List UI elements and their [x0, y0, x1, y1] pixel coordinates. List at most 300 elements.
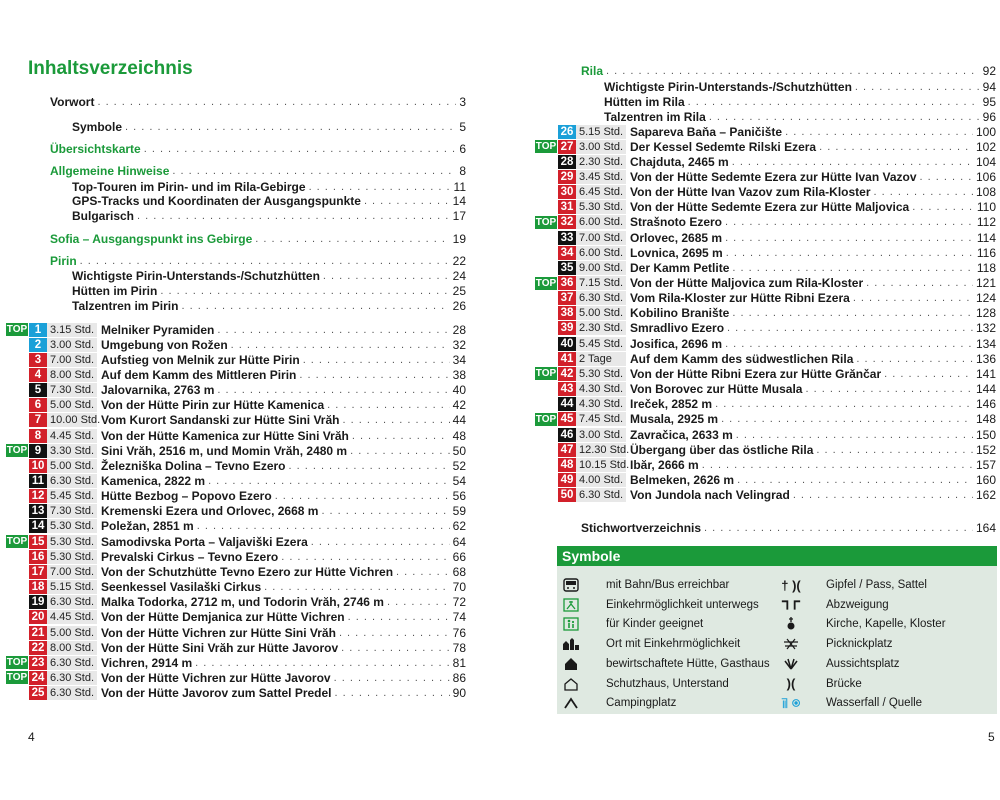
tour-row-8[interactable]	[6, 428, 466, 443]
tour-row-38[interactable]	[535, 306, 996, 321]
tour-title: Aufstieg von Melnik zur Hütte Pirin	[101, 352, 300, 367]
tour-row-46[interactable]	[535, 427, 996, 442]
symbol-item	[560, 676, 729, 692]
toc-entry[interactable]	[604, 94, 996, 109]
tour-title: Von der Hütte Ribni Ezera zur Hütte Grănčar	[630, 366, 882, 381]
tour-number: 33	[558, 231, 576, 245]
tour-title: Von der Hütte Maljovica zum Rila-Kloster	[630, 276, 864, 290]
tour-title: Von der Hütte Demjanica zur Hütte Vichren	[101, 610, 345, 625]
tour-duration: 6.30 Std.	[47, 686, 97, 700]
tour-leader	[217, 324, 449, 336]
toc-page: 95	[982, 94, 996, 109]
tour-title: Vichren, 2914 m	[101, 655, 193, 670]
tour-page: 144	[975, 382, 996, 397]
tour-leader	[334, 672, 450, 684]
toc-entry[interactable]	[72, 119, 466, 134]
tour-row-30[interactable]	[535, 185, 996, 200]
toc-page: 19	[452, 231, 466, 246]
tour-title: Kobilino Branište	[630, 306, 730, 321]
tour-row-32[interactable]	[535, 215, 996, 230]
tour-row-34[interactable]	[535, 245, 996, 260]
tour-page: 141	[975, 366, 996, 381]
tour-row-13[interactable]	[6, 504, 466, 519]
tour-row-3[interactable]	[6, 352, 466, 367]
tour-title: Von der Hütte Sini Vrăh zur Hütte Javorov	[101, 640, 339, 655]
tour-duration: 5.00 Std.	[47, 459, 97, 473]
tour-title: Malka Todorka, 2712 m, und Todorin Vrăh, 2746 m	[101, 595, 384, 610]
tour-number: 20	[29, 610, 47, 624]
toc-entry[interactable]	[50, 253, 466, 268]
picnic-icon	[780, 638, 802, 650]
top-tour-badge: TOP	[6, 536, 28, 548]
tour-page: 108	[975, 185, 996, 200]
tour-duration: 5.45 Std.	[47, 489, 97, 503]
tour-leader	[721, 413, 973, 425]
tour-page: 128	[975, 306, 996, 321]
tour-duration: 4.00 Std.	[576, 473, 626, 487]
tour-leader	[327, 399, 449, 411]
tour-number: 5	[29, 383, 47, 397]
tour-duration: 7.15 Std.	[576, 276, 626, 290]
tour-number: 28	[558, 155, 576, 169]
tour-number: 11	[29, 474, 47, 488]
tour-row-15[interactable]	[6, 534, 466, 549]
toc-entry[interactable]	[50, 141, 466, 156]
toc-label: Pirin	[50, 253, 77, 268]
tour-number: 2	[29, 338, 47, 352]
symbol-item	[560, 695, 676, 711]
symbol-item	[560, 577, 729, 593]
tour-number: 18	[29, 580, 47, 594]
tour-title: Von der Schutzhütte Tevno Ezero zur Hütte Vichren	[101, 564, 394, 579]
tour-page: 118	[976, 260, 996, 275]
tour-page: 102	[975, 139, 996, 154]
toc-entry[interactable]	[72, 268, 466, 283]
toc-entry[interactable]	[50, 231, 466, 246]
tour-title: Umgebung von Rožen	[101, 337, 228, 352]
summit-icon: † )(	[781, 577, 801, 593]
tour-duration: 10.15 Std.	[576, 458, 626, 472]
toc-page: 94	[982, 79, 996, 94]
tour-number: 15	[29, 535, 47, 549]
tour-number: 29	[558, 170, 576, 184]
tour-page: 38	[452, 367, 466, 382]
tour-duration: 2 Tage	[576, 352, 626, 366]
tour-page: 81	[452, 655, 466, 670]
tour-duration: 6.30 Std.	[576, 291, 626, 305]
tour-leader	[208, 475, 450, 487]
tour-leader	[725, 232, 974, 244]
tour-row-22[interactable]	[6, 640, 466, 655]
tour-number: 16	[29, 550, 47, 564]
tour-row-20[interactable]	[6, 610, 466, 625]
tour-row-40[interactable]	[535, 336, 996, 351]
tour-page: 104	[975, 154, 996, 169]
tour-row-26[interactable]	[535, 124, 996, 139]
tour-row-21[interactable]	[6, 625, 466, 640]
tour-number: 43	[558, 382, 576, 396]
tour-duration: 7.00 Std.	[47, 353, 97, 367]
tour-page: 70	[452, 580, 466, 595]
tour-row-23[interactable]	[6, 655, 466, 670]
tour-title: Von der Hütte Kamenica zur Hütte Sini Vrăh	[101, 428, 349, 443]
toc-entry[interactable]	[72, 193, 466, 208]
tour-page: 157	[975, 457, 996, 472]
tour-title: Vom Rila-Kloster zur Hütte Ribni Ezera	[630, 291, 850, 306]
toc-leader	[125, 121, 456, 133]
tour-title: Poležan, 2851 m	[101, 519, 194, 534]
tour-duration: 6.30 Std.	[576, 488, 626, 502]
tour-leader	[856, 353, 973, 365]
symbol-text: Aussichtsplatz	[826, 657, 900, 670]
tour-page: 52	[452, 458, 466, 473]
symbol-text: Schutzhaus, Unterstand	[606, 677, 729, 690]
tour-row-16[interactable]	[6, 549, 466, 564]
tour-leader	[339, 627, 450, 639]
tour-leader	[342, 414, 449, 426]
tour-number: 12	[29, 489, 47, 503]
tour-number: 4	[29, 368, 47, 382]
toc-entry[interactable]	[72, 283, 466, 298]
tour-page: 59	[452, 504, 466, 519]
tour-title: Von der Hütte Vichren zur Hütte Javorov	[101, 670, 331, 685]
page-number-left: 4	[28, 730, 35, 744]
tour-title: Auf dem Kamm des Mittleren Pirin	[101, 367, 297, 382]
tour-duration: 5.00 Std.	[576, 306, 626, 320]
tour-page: 64	[452, 534, 466, 549]
toc-entry[interactable]	[72, 179, 466, 194]
toc-label: Übersichtskarte	[50, 141, 141, 156]
tour-row-6[interactable]	[6, 398, 466, 413]
tour-leader	[341, 642, 449, 654]
children-icon	[560, 617, 582, 631]
tour-leader	[715, 398, 973, 410]
tour-page: 100	[975, 124, 996, 139]
toc-entry[interactable]	[50, 94, 466, 109]
top-tour-badge: TOP	[535, 141, 557, 153]
tour-title: Ibăr, 2666 m	[630, 457, 699, 472]
tour-number: 36	[558, 276, 576, 290]
tour-number: 37	[558, 291, 576, 305]
symbol-text: mit Bahn/Bus erreichbar	[606, 579, 730, 591]
tour-page: 146	[975, 397, 996, 412]
tour-page: 121	[975, 276, 996, 290]
tour-page: 136	[975, 351, 996, 366]
index-page: 164	[975, 520, 996, 535]
tour-leader	[352, 430, 450, 442]
tour-row-49[interactable]	[535, 472, 996, 487]
tour-row-17[interactable]	[6, 564, 466, 579]
tour-row-43[interactable]	[535, 382, 996, 397]
tour-row-29[interactable]	[535, 169, 996, 184]
tour-title: Von der Hütte Pirin zur Hütte Kamenica	[101, 398, 325, 413]
toc-leader	[323, 270, 450, 282]
symbol-text: bewirtschaftete Hütte, Gasthaus	[606, 657, 770, 670]
toc-page: 24	[452, 268, 466, 283]
tour-row-2[interactable]	[6, 337, 466, 352]
tour-leader	[396, 566, 450, 578]
toc-entry[interactable]	[604, 109, 996, 124]
tour-row-11[interactable]	[6, 474, 466, 489]
tour-leader	[264, 581, 450, 593]
tour-row-25[interactable]	[6, 686, 466, 701]
symbol-item	[780, 597, 889, 613]
tour-row-36[interactable]	[535, 276, 996, 291]
tour-duration: 7.30 Std.	[47, 504, 97, 518]
tour-number: 35	[558, 261, 576, 275]
tour-leader	[303, 354, 450, 366]
tour-number: 44	[558, 397, 576, 411]
tour-page: 62	[452, 519, 466, 534]
hut-icon	[560, 657, 582, 671]
tour-page: 32	[452, 337, 466, 352]
symbol-text: Picknickplatz	[826, 638, 893, 651]
tour-row-33[interactable]	[535, 230, 996, 245]
tour-title: Prevalski Cirkus – Tevno Ezero	[101, 549, 279, 564]
tour-leader	[289, 460, 450, 472]
tour-number: 17	[29, 565, 47, 579]
tour-leader	[231, 339, 450, 351]
tour-title: Von Borovec zur Hütte Musala	[630, 382, 803, 397]
tour-leader	[335, 687, 450, 699]
symbol-item	[780, 616, 946, 632]
tour-leader	[275, 490, 450, 502]
tour-row-4[interactable]	[6, 367, 466, 382]
tour-title: Smradlivo Ezero	[630, 321, 725, 336]
symbol-item	[780, 656, 900, 672]
tour-row-10[interactable]	[6, 458, 466, 473]
tour-title: Musala, 2925 m	[630, 412, 719, 427]
tour-number: 1	[29, 323, 47, 337]
toc-page: 5	[459, 119, 466, 134]
tour-row-5[interactable]	[6, 383, 466, 398]
tour-duration: 2.30 Std.	[576, 155, 626, 169]
tour-title: Sini Vrăh, 2516 m, und Momin Vrăh, 2480 m	[101, 443, 348, 458]
tour-leader	[732, 262, 973, 274]
tour-row-45[interactable]	[535, 412, 996, 427]
symbol-item	[780, 636, 892, 652]
tour-row-50[interactable]	[535, 488, 996, 503]
toc-page: 96	[982, 109, 996, 124]
tour-leader	[853, 292, 973, 304]
tour-title: Von der Hütte Sedemte Ezera zur Hütte Maljovica	[630, 200, 910, 215]
tour-page: 112	[976, 215, 996, 230]
toc-entry[interactable]	[581, 63, 996, 78]
village-icon	[560, 637, 582, 651]
tour-title: Von der Hütte Vichren zur Hütte Sini Vrăh	[101, 625, 336, 640]
symbol-text: Abzweigung	[826, 598, 889, 611]
tour-duration: 3.00 Std.	[576, 428, 626, 442]
toc-leader	[709, 111, 980, 123]
top-tour-badge: TOP	[6, 445, 28, 457]
tour-duration: 6.45 Std.	[576, 185, 626, 199]
tour-page: 28	[452, 322, 466, 337]
page-number-right: 5	[988, 730, 995, 744]
tour-page: 162	[975, 488, 996, 503]
symbol-text: Einkehrmöglichkeit unterwegs	[606, 598, 759, 611]
toc-entry[interactable]	[72, 208, 466, 223]
tour-row-18[interactable]	[6, 580, 466, 595]
tour-row-9[interactable]	[6, 443, 466, 458]
tour-page: 116	[976, 245, 996, 260]
tour-number: 31	[558, 200, 576, 214]
tour-row-19[interactable]	[6, 595, 466, 610]
top-tour-badge: TOP	[535, 216, 557, 228]
tour-row-35[interactable]	[535, 260, 996, 275]
tour-page: 90	[452, 686, 466, 701]
tour-number: 49	[558, 473, 576, 487]
tour-page: 74	[452, 610, 466, 625]
waterfall-icon	[780, 696, 802, 710]
tour-leader	[805, 383, 972, 395]
tour-title: Der Kamm Petlite	[630, 260, 730, 275]
symbol-legend-heading: Symbole	[557, 546, 997, 566]
toc-label: Hütten im Rila	[604, 94, 685, 109]
tour-number: 8	[29, 429, 47, 443]
tour-title: Von der Hütte Sedemte Ezera zur Hütte Ivan Vazov	[630, 169, 917, 184]
tour-duration: 5.15 Std.	[47, 580, 97, 594]
tour-title: Auf dem Kamm des südwestlichen Rila	[630, 351, 854, 366]
tour-number: 47	[558, 443, 576, 457]
tour-leader	[793, 489, 973, 501]
toc-page: 6	[459, 141, 466, 156]
tour-row-24[interactable]	[6, 670, 466, 685]
tour-duration: 6.30 Std.	[47, 671, 97, 685]
tour-leader	[912, 201, 974, 213]
toc-label: Wichtigste Pirin-Unterstands-/Schutzhütten	[72, 268, 320, 283]
tour-leader	[816, 444, 973, 456]
tour-number: 48	[558, 458, 576, 472]
toc-entry[interactable]	[72, 298, 466, 313]
symbol-text: Wasserfall / Quelle	[826, 697, 923, 710]
toc-entry[interactable]	[50, 163, 466, 178]
tour-leader	[197, 520, 450, 532]
tour-duration: 6.30 Std.	[47, 595, 97, 609]
tour-number: 7	[29, 413, 47, 427]
top-tour-badge: TOP	[6, 672, 28, 684]
toc-page: 11	[453, 179, 466, 194]
toc-label: Sofia – Ausgangspunkt ins Gebirge	[50, 231, 253, 246]
tour-row-27[interactable]	[535, 139, 996, 154]
toc-label: Vorwort	[50, 94, 95, 109]
tour-row-14[interactable]	[6, 519, 466, 534]
toc-label: Talzentren im Pirin	[72, 298, 179, 313]
tour-leader	[702, 459, 973, 471]
tour-duration: 5.30 Std.	[47, 550, 97, 564]
tour-number: 34	[558, 246, 576, 260]
tour-number: 50	[558, 488, 576, 502]
tour-title: Von der Hütte Javorov zum Sattel Predel	[101, 686, 332, 701]
tour-duration: 3.00 Std.	[47, 338, 97, 352]
symbol-text: Ort mit Einkehrmöglichkeit	[606, 638, 741, 651]
tour-number: 24	[29, 671, 47, 685]
tour-number: 41	[558, 352, 576, 366]
tour-title: Strašnoto Ezero	[630, 215, 723, 230]
tour-leader	[732, 156, 973, 168]
toc-leader	[144, 143, 457, 155]
tour-title: Lovnica, 2695 m	[630, 245, 723, 260]
tour-number: 14	[29, 519, 47, 533]
tour-duration: 5.30 Std.	[47, 519, 97, 533]
toc-leader	[855, 81, 980, 93]
tour-row-7[interactable]	[6, 413, 466, 428]
tour-duration: 5.30 Std.	[576, 200, 626, 214]
tour-duration: 6.30 Std.	[47, 474, 97, 488]
symbol-item	[560, 656, 770, 672]
tour-leader	[736, 429, 973, 441]
tour-row-48[interactable]	[535, 457, 996, 472]
tour-row-39[interactable]	[535, 321, 996, 336]
tour-duration: 5.30 Std.	[576, 367, 626, 381]
tour-page: 54	[452, 474, 466, 488]
tour-number: 19	[29, 595, 47, 609]
viewpoint-icon	[780, 658, 802, 670]
tour-duration: 3.45 Std.	[576, 170, 626, 184]
top-tour-badge: TOP	[535, 277, 557, 289]
tour-number: 32	[558, 215, 576, 229]
tour-duration: 5.00 Std.	[47, 398, 97, 412]
tour-number: 23	[29, 656, 47, 670]
tour-leader	[732, 307, 973, 319]
tour-row-47[interactable]	[535, 442, 996, 457]
tent-icon	[560, 697, 582, 709]
tour-title: Der Kessel Sedemte Rilski Ezera	[630, 139, 817, 154]
tour-row-44[interactable]	[535, 397, 996, 412]
top-tour-badge: TOP	[6, 657, 28, 669]
tour-leader	[920, 171, 973, 183]
tour-row-31[interactable]	[535, 200, 996, 215]
tour-duration: 7.45 Std.	[576, 412, 626, 426]
tour-row-42[interactable]	[535, 366, 996, 381]
tour-page: 44	[452, 413, 466, 428]
tour-leader	[726, 247, 974, 259]
tour-number: 25	[29, 686, 47, 700]
toc-page: 17	[452, 208, 466, 223]
tour-leader	[217, 384, 449, 396]
index-row[interactable]	[581, 520, 996, 535]
symbol-text: Brücke	[826, 677, 862, 690]
tour-number: 27	[558, 140, 576, 154]
symbol-item	[560, 636, 740, 652]
tour-row-12[interactable]	[6, 489, 466, 504]
tour-row-28[interactable]	[535, 154, 996, 169]
symbol-item	[780, 695, 922, 711]
tour-row-37[interactable]	[535, 291, 996, 306]
toc-entry[interactable]	[604, 79, 996, 94]
tour-number: 22	[29, 641, 47, 655]
toc-page: 14	[452, 193, 466, 208]
tour-leader	[874, 186, 973, 198]
tour-title: Hütte Bezbog – Popovo Ezero	[101, 489, 272, 504]
tour-number: 3	[29, 353, 47, 367]
tour-number: 38	[558, 306, 576, 320]
tour-title: Sapareva Baňa – Paničište	[630, 124, 783, 139]
tour-page: 34	[452, 352, 466, 367]
tour-title: Josifica, 2696 m	[630, 336, 723, 351]
toc-page: 25	[452, 283, 466, 298]
tour-page: 124	[975, 291, 996, 306]
toc-label: GPS-Tracks und Koordinaten der Ausgangspunkte	[72, 193, 361, 208]
tour-row-41[interactable]	[535, 351, 996, 366]
tour-title: Orlovec, 2685 m	[630, 230, 723, 245]
top-tour-badge: TOP	[535, 368, 557, 380]
tour-leader	[350, 445, 450, 457]
tour-duration: 7.30 Std.	[47, 383, 97, 397]
tour-number: 40	[558, 337, 576, 351]
tour-duration: 9.00 Std.	[576, 261, 626, 275]
tour-row-1[interactable]	[6, 322, 466, 337]
symbol-item	[560, 616, 703, 632]
